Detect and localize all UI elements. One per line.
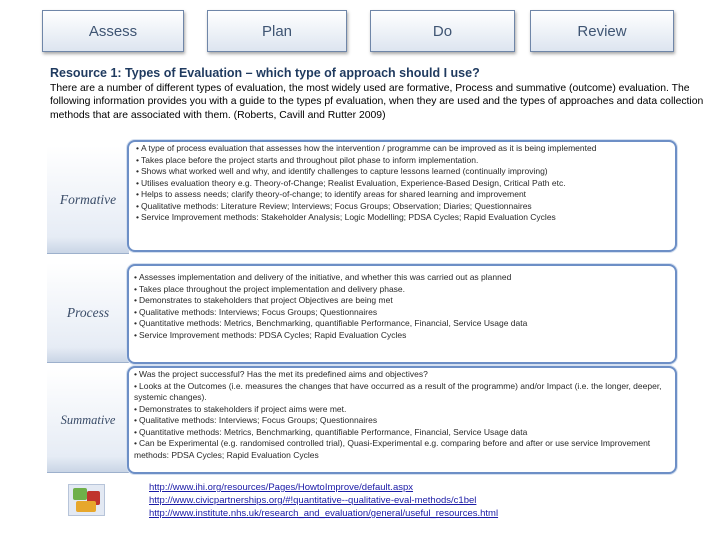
bullet-item: • Can be Experimental (e.g. randomised controlled trial), Quasi-Experimental e.g. comparing before and after or use service Improvement methods: PDSA Cycles; Rapid Evaluation Cycles bbox=[134, 438, 667, 461]
summative-bullet-list bbox=[134, 369, 667, 461]
formative-bullet-list bbox=[139, 143, 667, 224]
bullet-item: • A type of process evaluation that assesses how the intervention / programme can be improved as it is being implemented bbox=[139, 143, 667, 155]
page-title: Resource 1: Types of Evaluation – which type of approach should I use? bbox=[50, 66, 480, 80]
intro-paragraph: There are a number of different types of evaluation, the most widely used are formative, Process and summative (outcome) evaluation. The following information provides you with a guide to the types pf evaluation, when they are used and the types of approaches and data collection methods that are associated with them. (Roberts, Cavill and Rutter 2009) bbox=[50, 83, 704, 121]
tab-plan[interactable]: Plan bbox=[207, 10, 347, 52]
link-nhs-institute[interactable]: http://www.institute.nhs.uk/research_and_evaluation/general/useful_resources.html bbox=[149, 508, 499, 519]
resource-logo-icon bbox=[68, 484, 105, 516]
bullet-item: • Takes place before the project starts and throughout pilot phase to inform implementation. bbox=[139, 155, 667, 167]
bullet-item: • Demonstrates to stakeholders if project aims were met. bbox=[134, 404, 667, 416]
reference-links bbox=[149, 481, 709, 520]
bullet-item: • Assesses implementation and delivery of the initiative, and whether this was carried out as planned bbox=[134, 272, 667, 284]
tab-assess[interactable]: Assess bbox=[42, 10, 184, 52]
bullet-item: • Qualitative methods: Interviews; Focus Groups; Questionnaires bbox=[134, 415, 667, 427]
bullet-item: • Service Improvement methods: Stakeholder Analysis; Logic Modelling; PDSA Cycles; Rapid Evaluation Cycles bbox=[139, 212, 667, 224]
bullet-item: • Looks at the Outcomes (i.e. measures the changes that have occurred as a result of the programme) and/or Impact (i.e. the longer, deeper, systemic changes). bbox=[134, 381, 667, 404]
summative-content-box bbox=[127, 366, 677, 474]
bullet-item: • Utilises evaluation theory e.g. Theory-of-Change; Realist Evaluation, Experience-Based Design, Critical Path etc. bbox=[139, 178, 667, 190]
formative-content-box bbox=[127, 140, 677, 252]
section-label-formative: Formative bbox=[47, 146, 129, 254]
bullet-item: • Shows what worked well and why, and identify challenges to capture lessons learned (continually improving) bbox=[139, 166, 667, 178]
process-bullet-list bbox=[134, 272, 667, 341]
bullet-item: • Quantitative methods: Metrics, Benchmarking, quantifiable Performance, Financial, Service Usage data bbox=[134, 318, 667, 330]
process-content-box bbox=[127, 264, 677, 364]
section-label-process: Process bbox=[47, 263, 129, 363]
tab-do[interactable]: Do bbox=[370, 10, 515, 52]
bullet-item: • Demonstrates to stakeholders that project Objectives are being met bbox=[134, 295, 667, 307]
link-civic-partnerships[interactable]: http://www.civicpartnerships.org/#!quantitative--qualitative-eval-methods/c1bel bbox=[149, 495, 477, 506]
bullet-item: • Quantitative methods: Metrics, Benchmarking, quantifiable Performance, Financial, Service Usage data bbox=[134, 427, 667, 439]
bullet-item: • Qualitative methods: Interviews; Focus Groups; Questionnaires bbox=[134, 307, 667, 319]
bullet-item: • Was the project successful? Has the met its predefined aims and objectives? bbox=[134, 369, 667, 381]
tab-review[interactable]: Review bbox=[530, 10, 674, 52]
link-ihi[interactable]: http://www.ihi.org/resources/Pages/HowtoImprove/default.aspx bbox=[149, 482, 414, 493]
section-label-summative: Summative bbox=[47, 369, 129, 473]
bullet-item: • Qualitative methods: Literature Review; Interviews; Focus Groups; Observation; Diaries; Questionnaires bbox=[139, 201, 667, 213]
bullet-item: • Service Improvement methods: PDSA Cycles; Rapid Evaluation Cycles bbox=[134, 330, 667, 342]
bullet-item: • Helps to assess needs; clarify theory-of-change; to identify areas for shared learning and improvement bbox=[139, 189, 667, 201]
bullet-item: • Takes place throughout the project implementation and delivery phase. bbox=[134, 284, 667, 296]
